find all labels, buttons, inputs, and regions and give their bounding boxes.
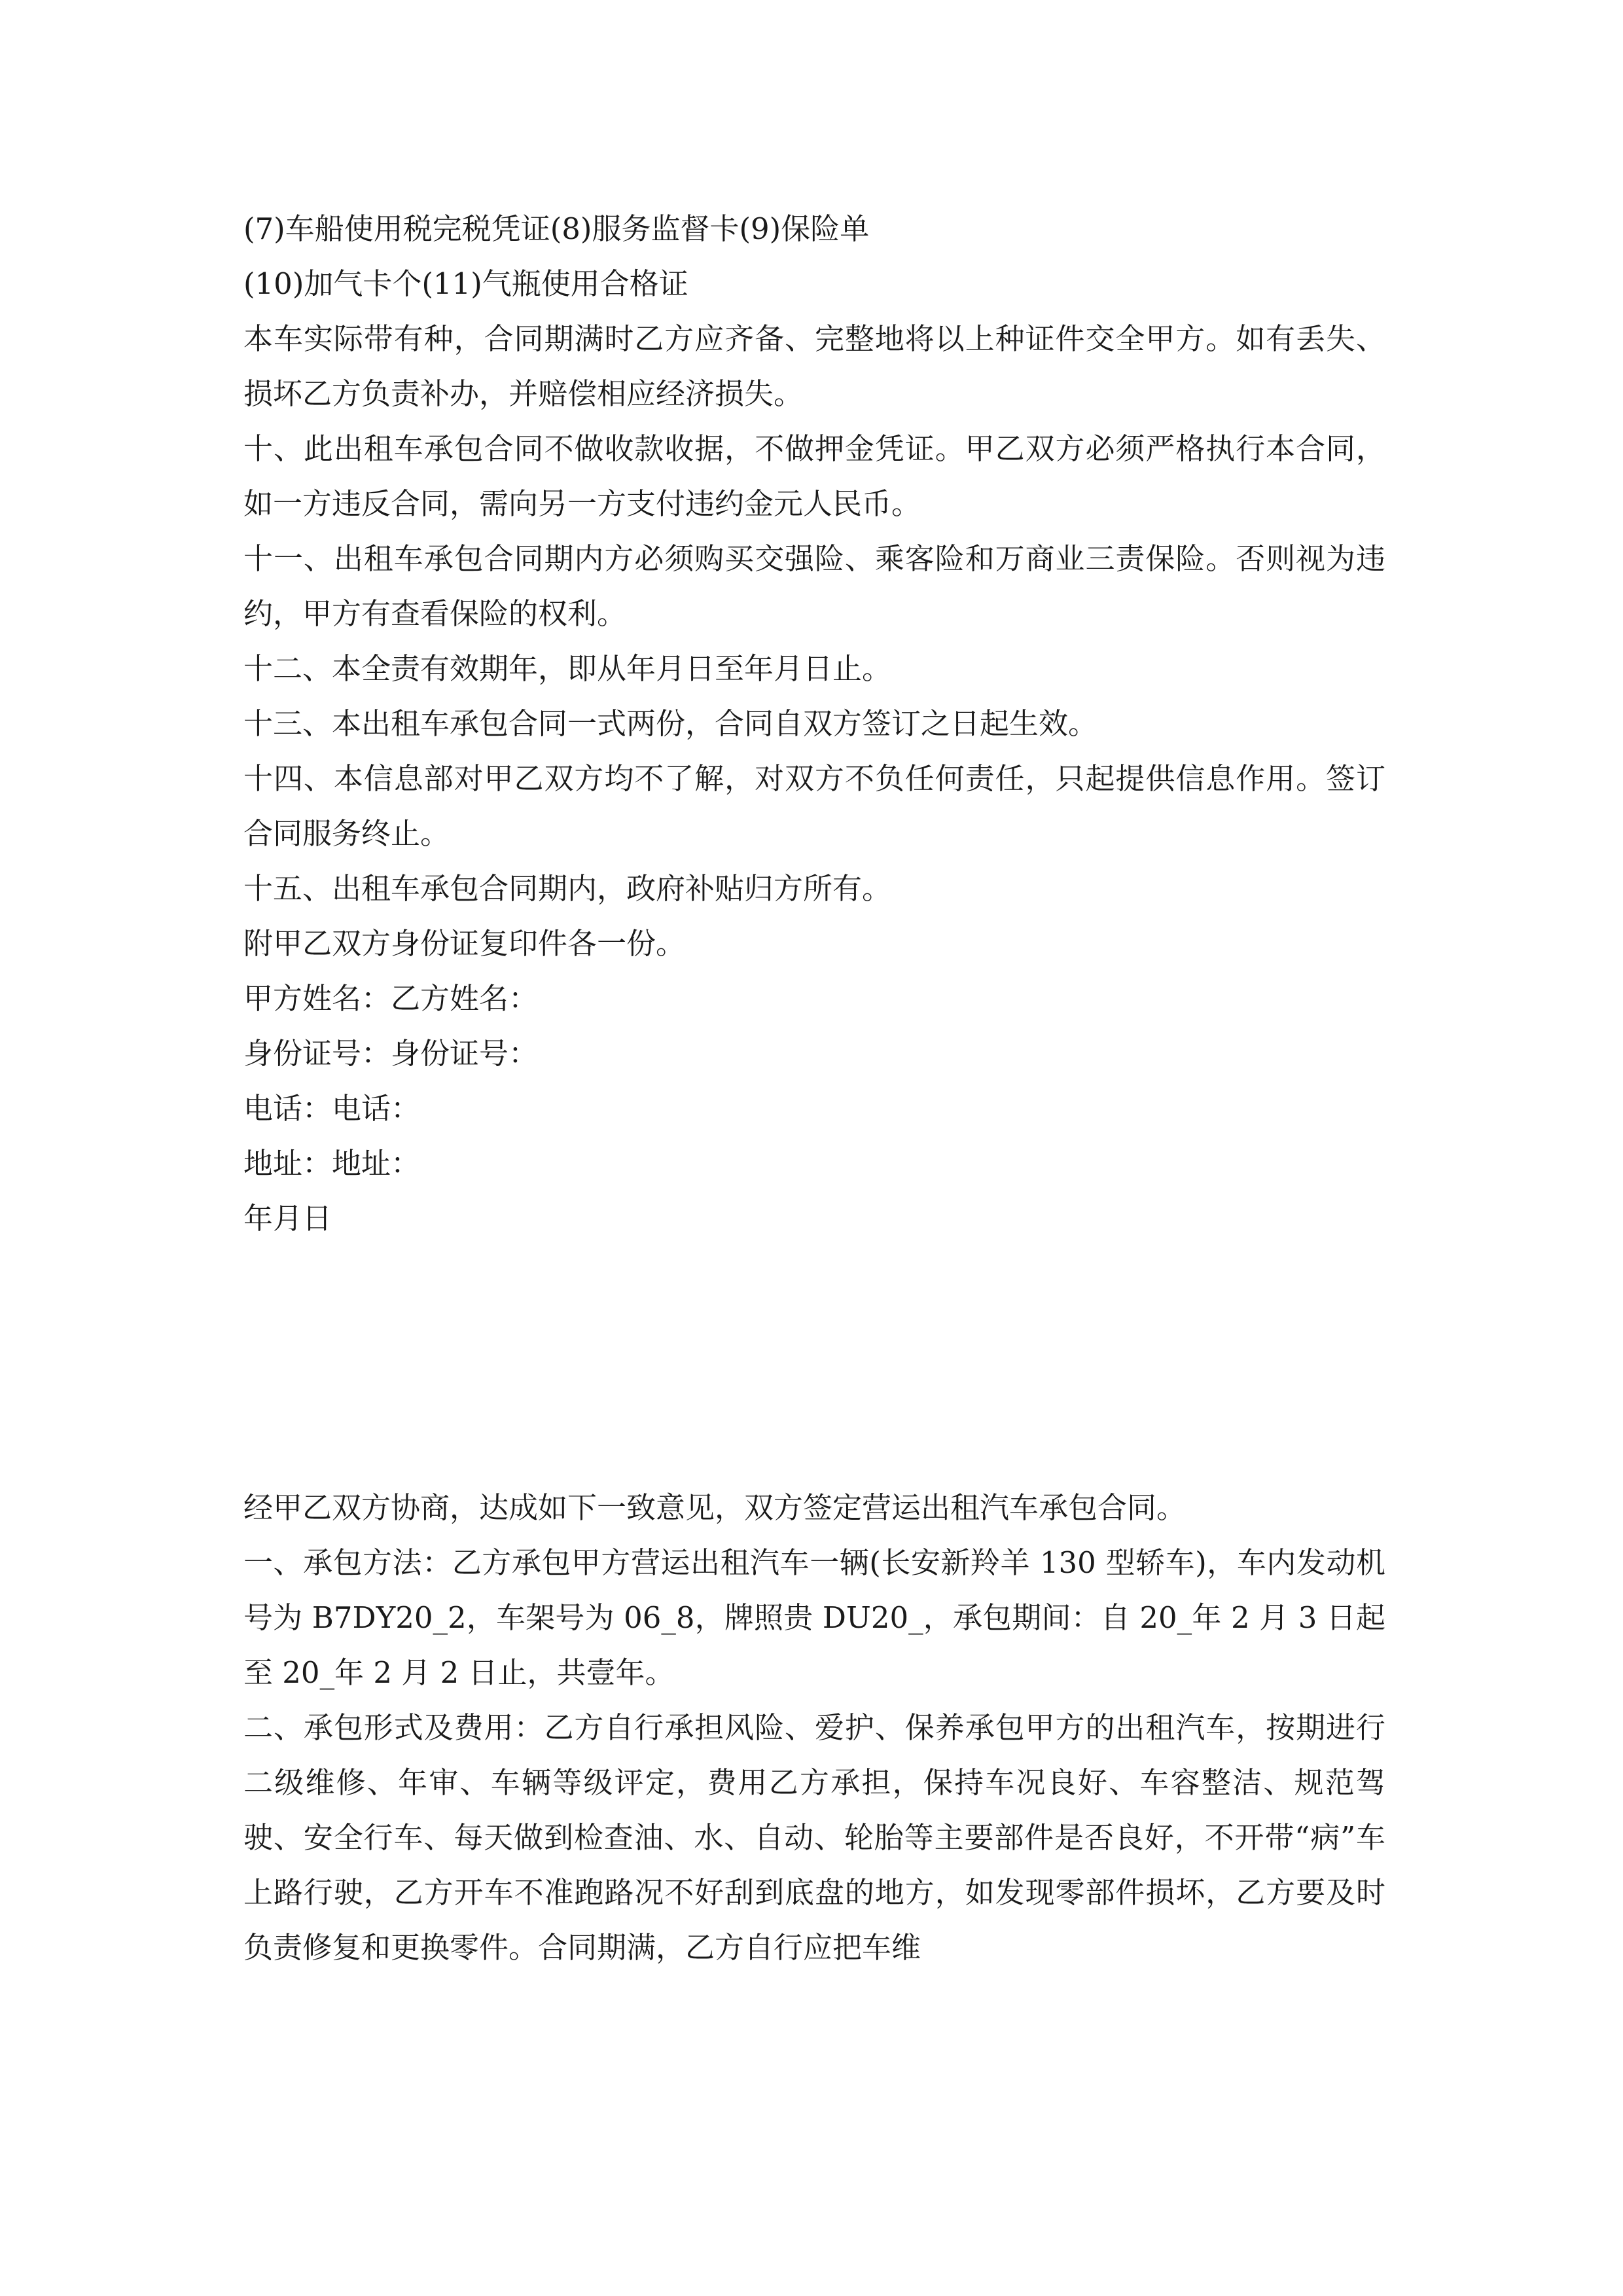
- paragraph-clause-12: 十二、本全责有效期年，即从年月日至年月日止。: [243, 651, 892, 686]
- signature-date-line: 年月日: [243, 1201, 332, 1236]
- paragraph-clause-2: 二、承包形式及费用：乙方自行承担风险、爱护、保养承包甲方的出租汽车，按期进行二级维修、年审、车辆等级评定，费用乙方承担，保持车况良好、车容整洁、规范驾驶、安全行车、每天做到检查油、水、自动、轮胎等主要部件是否良好，不开带“病”车上路行驶，乙方开车不准跑路况不好刮到底盘的地方，如发现零部件损坏，乙方要及时负责修复和更换零件。合同期满，乙方自行应把车维: [243, 1710, 1385, 1965]
- paragraph-clause-11: 十一、出租车承包合同期内方必须购买交强险、乘客险和万商业三责保险。否则视为违约，甲方有查看保险的权利。: [243, 541, 1385, 631]
- contract-section-bottom: [243, 1480, 1385, 1975]
- contract-section-top: [243, 202, 1385, 1246]
- paragraph-clause-14: 十四、本信息部对甲乙双方均不了解，对双方不负任何责任，只起提供信息作用。签订合同服务终止。: [243, 761, 1385, 851]
- paragraph-certificates-7-9: (7)车船使用税完税凭证(8)服务监督卡(9)保险单: [243, 211, 870, 246]
- signature-id-line: 身份证号：身份证号：: [243, 1036, 539, 1071]
- paragraph-clause-10: 十、此出租车承包合同不做收款收据，不做押金凭证。甲乙双方必须严格执行本合同，如一方违反合同，需向另一方支付违约金元人民币。: [243, 431, 1385, 521]
- signature-address-line: 地址：地址：: [243, 1146, 421, 1181]
- signature-names-line: 甲方姓名：乙方姓名：: [243, 981, 539, 1016]
- paragraph-clause-13: 十三、本出租车承包合同一式两份，合同自双方签订之日起生效。: [243, 706, 1098, 741]
- paragraph-intro: 经甲乙双方协商，达成如下一致意见，双方签定营运出租汽车承包合同。: [243, 1490, 1186, 1525]
- paragraph-attachment-note: 附甲乙双方身份证复印件各一份。: [243, 926, 686, 961]
- paragraph-clause-15: 十五、出租车承包合同期内，政府补贴归方所有。: [243, 871, 892, 906]
- paragraph-certificates-10-11: (10)加气卡个(11)气瓶使用合格证: [243, 266, 688, 301]
- paragraph-certificate-return: 本车实际带有种，合同期满时乙方应齐备、完整地将以上种证件交全甲方。如有丢失、损坏乙方负责补办，并赔偿相应经济损失。: [243, 321, 1385, 411]
- paragraph-clause-1: 一、承包方法：乙方承包甲方营运出租汽车一辆(长安新羚羊 130 型轿车)，车内发动机号为 B7DY20_2，车架号为 06_8，牌照贵 DU20_，承包期间：自 20_年 2 月 3 日起至 20_年 2 月 2 日止，共壹年。: [243, 1545, 1385, 1690]
- signature-phone-line: 电话：电话：: [243, 1091, 421, 1126]
